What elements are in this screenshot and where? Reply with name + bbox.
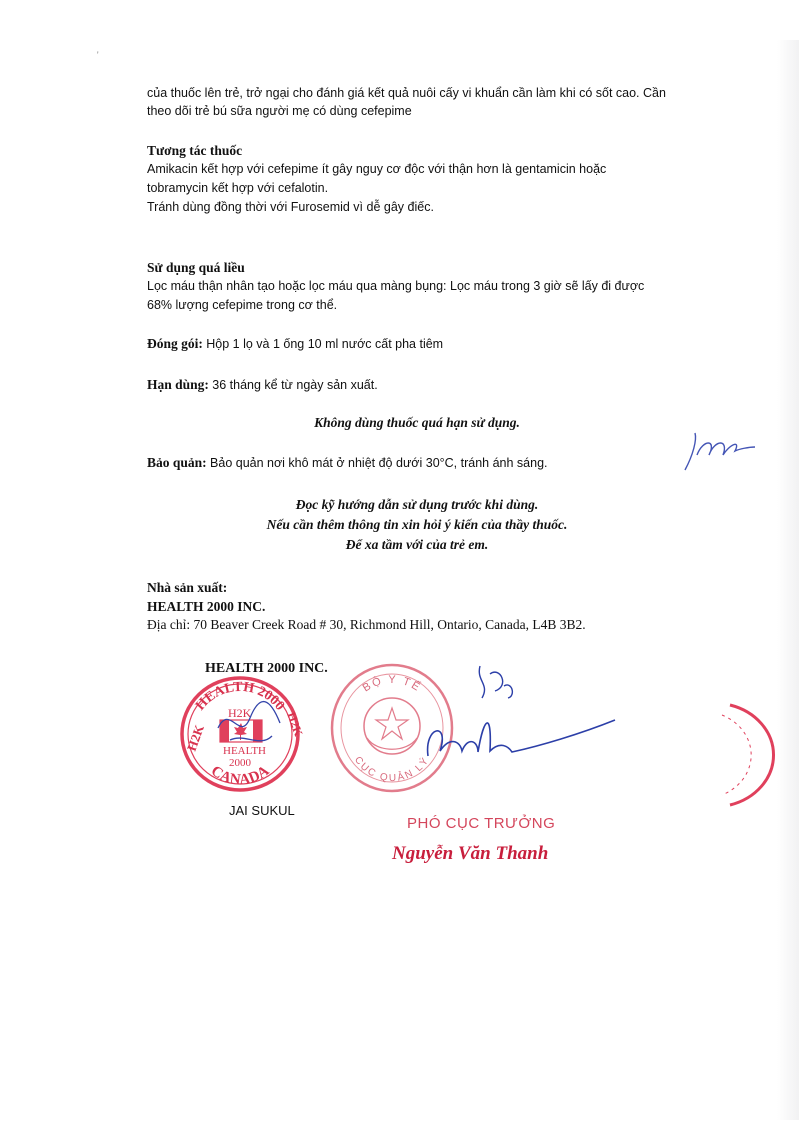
seal-right-text: H2K	[284, 710, 306, 739]
overdose-line-1: Lọc máu thận nhân tạo hoặc lọc máu qua màng bụng: Lọc máu trong 3 giờ sẽ lấy đi được	[147, 279, 645, 293]
interactions-heading: Tương tác thuốc	[147, 143, 243, 158]
company-signature-name: HEALTH 2000 INC.	[205, 661, 328, 676]
company-signer-name: JAI SUKUL	[229, 803, 295, 818]
seal-year: 2000	[229, 757, 251, 769]
storage-label: Bảo quản:	[147, 455, 207, 470]
manufacturer-address: Địa chỉ: 70 Beaver Creek Road # 30, Richmond Hill, Ontario, Canada, L4B 3B2.	[147, 617, 586, 632]
seal-left-text: H2K	[183, 722, 207, 754]
manufacturer-name: HEALTH 2000 INC.	[147, 599, 266, 614]
interactions-line-3: Tránh dùng đồng thời với Furosemid vì dễ gây điếc.	[147, 200, 434, 214]
intro-line-2: theo dõi trẻ bú sữa người mẹ có dùng cefepime	[147, 104, 412, 118]
ministry-seal-top: BỘ Y TẾ	[360, 673, 424, 695]
seal-top-text: HEALTH 2000	[193, 679, 288, 714]
overdose-line-2: 68% lượng cefepime trong cơ thể.	[147, 298, 338, 312]
storage-row	[147, 455, 548, 471]
svg-text:BỘ Y TẾ	[361, 674, 424, 694]
seal-inner-word: HEALTH	[223, 745, 266, 757]
notice-line-2: Nếu cần thêm thông tin xin hỏi ý kiến của thầy thuốc.	[266, 517, 568, 532]
overdose-heading: Sử dụng quá liều	[147, 260, 245, 275]
official-handwritten-signature	[420, 656, 620, 776]
notice-line-3: Để xa tầm với của trẻ em.	[345, 537, 489, 552]
page-edge-shadow	[777, 40, 799, 1120]
manufacturer-heading: Nhà sản xuất:	[147, 580, 228, 595]
expiry-row	[147, 377, 378, 393]
notice-line-1: Đọc kỹ hướng dẫn sử dụng trước khi dùng.	[295, 497, 539, 512]
scan-mark: '	[97, 50, 99, 60]
packaging-value: Hộp 1 lọ và 1 ống 10 ml nước cất pha tiêm	[206, 337, 444, 351]
packaging-label: Đóng gói:	[147, 336, 203, 351]
edge-partial-seal	[700, 700, 760, 810]
company-handwritten-signature	[210, 688, 290, 758]
expiry-label: Hạn dùng:	[147, 377, 209, 392]
expiry-warning: Không dùng thuốc quá hạn sử dụng.	[314, 415, 520, 430]
interactions-line-2: tobramycin kết hợp với cefalotin.	[147, 181, 329, 195]
packaging-row	[147, 336, 443, 352]
official-title: PHÓ CỤC TRƯỞNG	[407, 815, 556, 832]
margin-initials-signature	[683, 425, 758, 475]
intro-line-1: của thuốc lên trẻ, trở ngại cho đánh giá kết quả nuôi cấy vi khuẩn cần làm khi có sốt cao. Cần	[147, 86, 666, 100]
interactions-line-1: Amikacin kết hợp với cefepime ít gây nguy cơ độc với thận hơn là gentamicin hoặc	[147, 162, 607, 176]
seal-inner-text: H2K	[228, 706, 252, 720]
ministry-seal-bottom: CỤC QUẢN LÝ	[351, 754, 432, 785]
seal-bottom-text: CANADA	[207, 762, 273, 789]
expiry-value: 36 tháng kể từ ngày sản xuất.	[212, 378, 378, 392]
official-name: Nguyễn Văn Thanh	[392, 843, 549, 864]
storage-value: Bảo quản nơi khô mát ở nhiệt độ dưới 30°C, tránh ánh sáng.	[210, 456, 548, 470]
